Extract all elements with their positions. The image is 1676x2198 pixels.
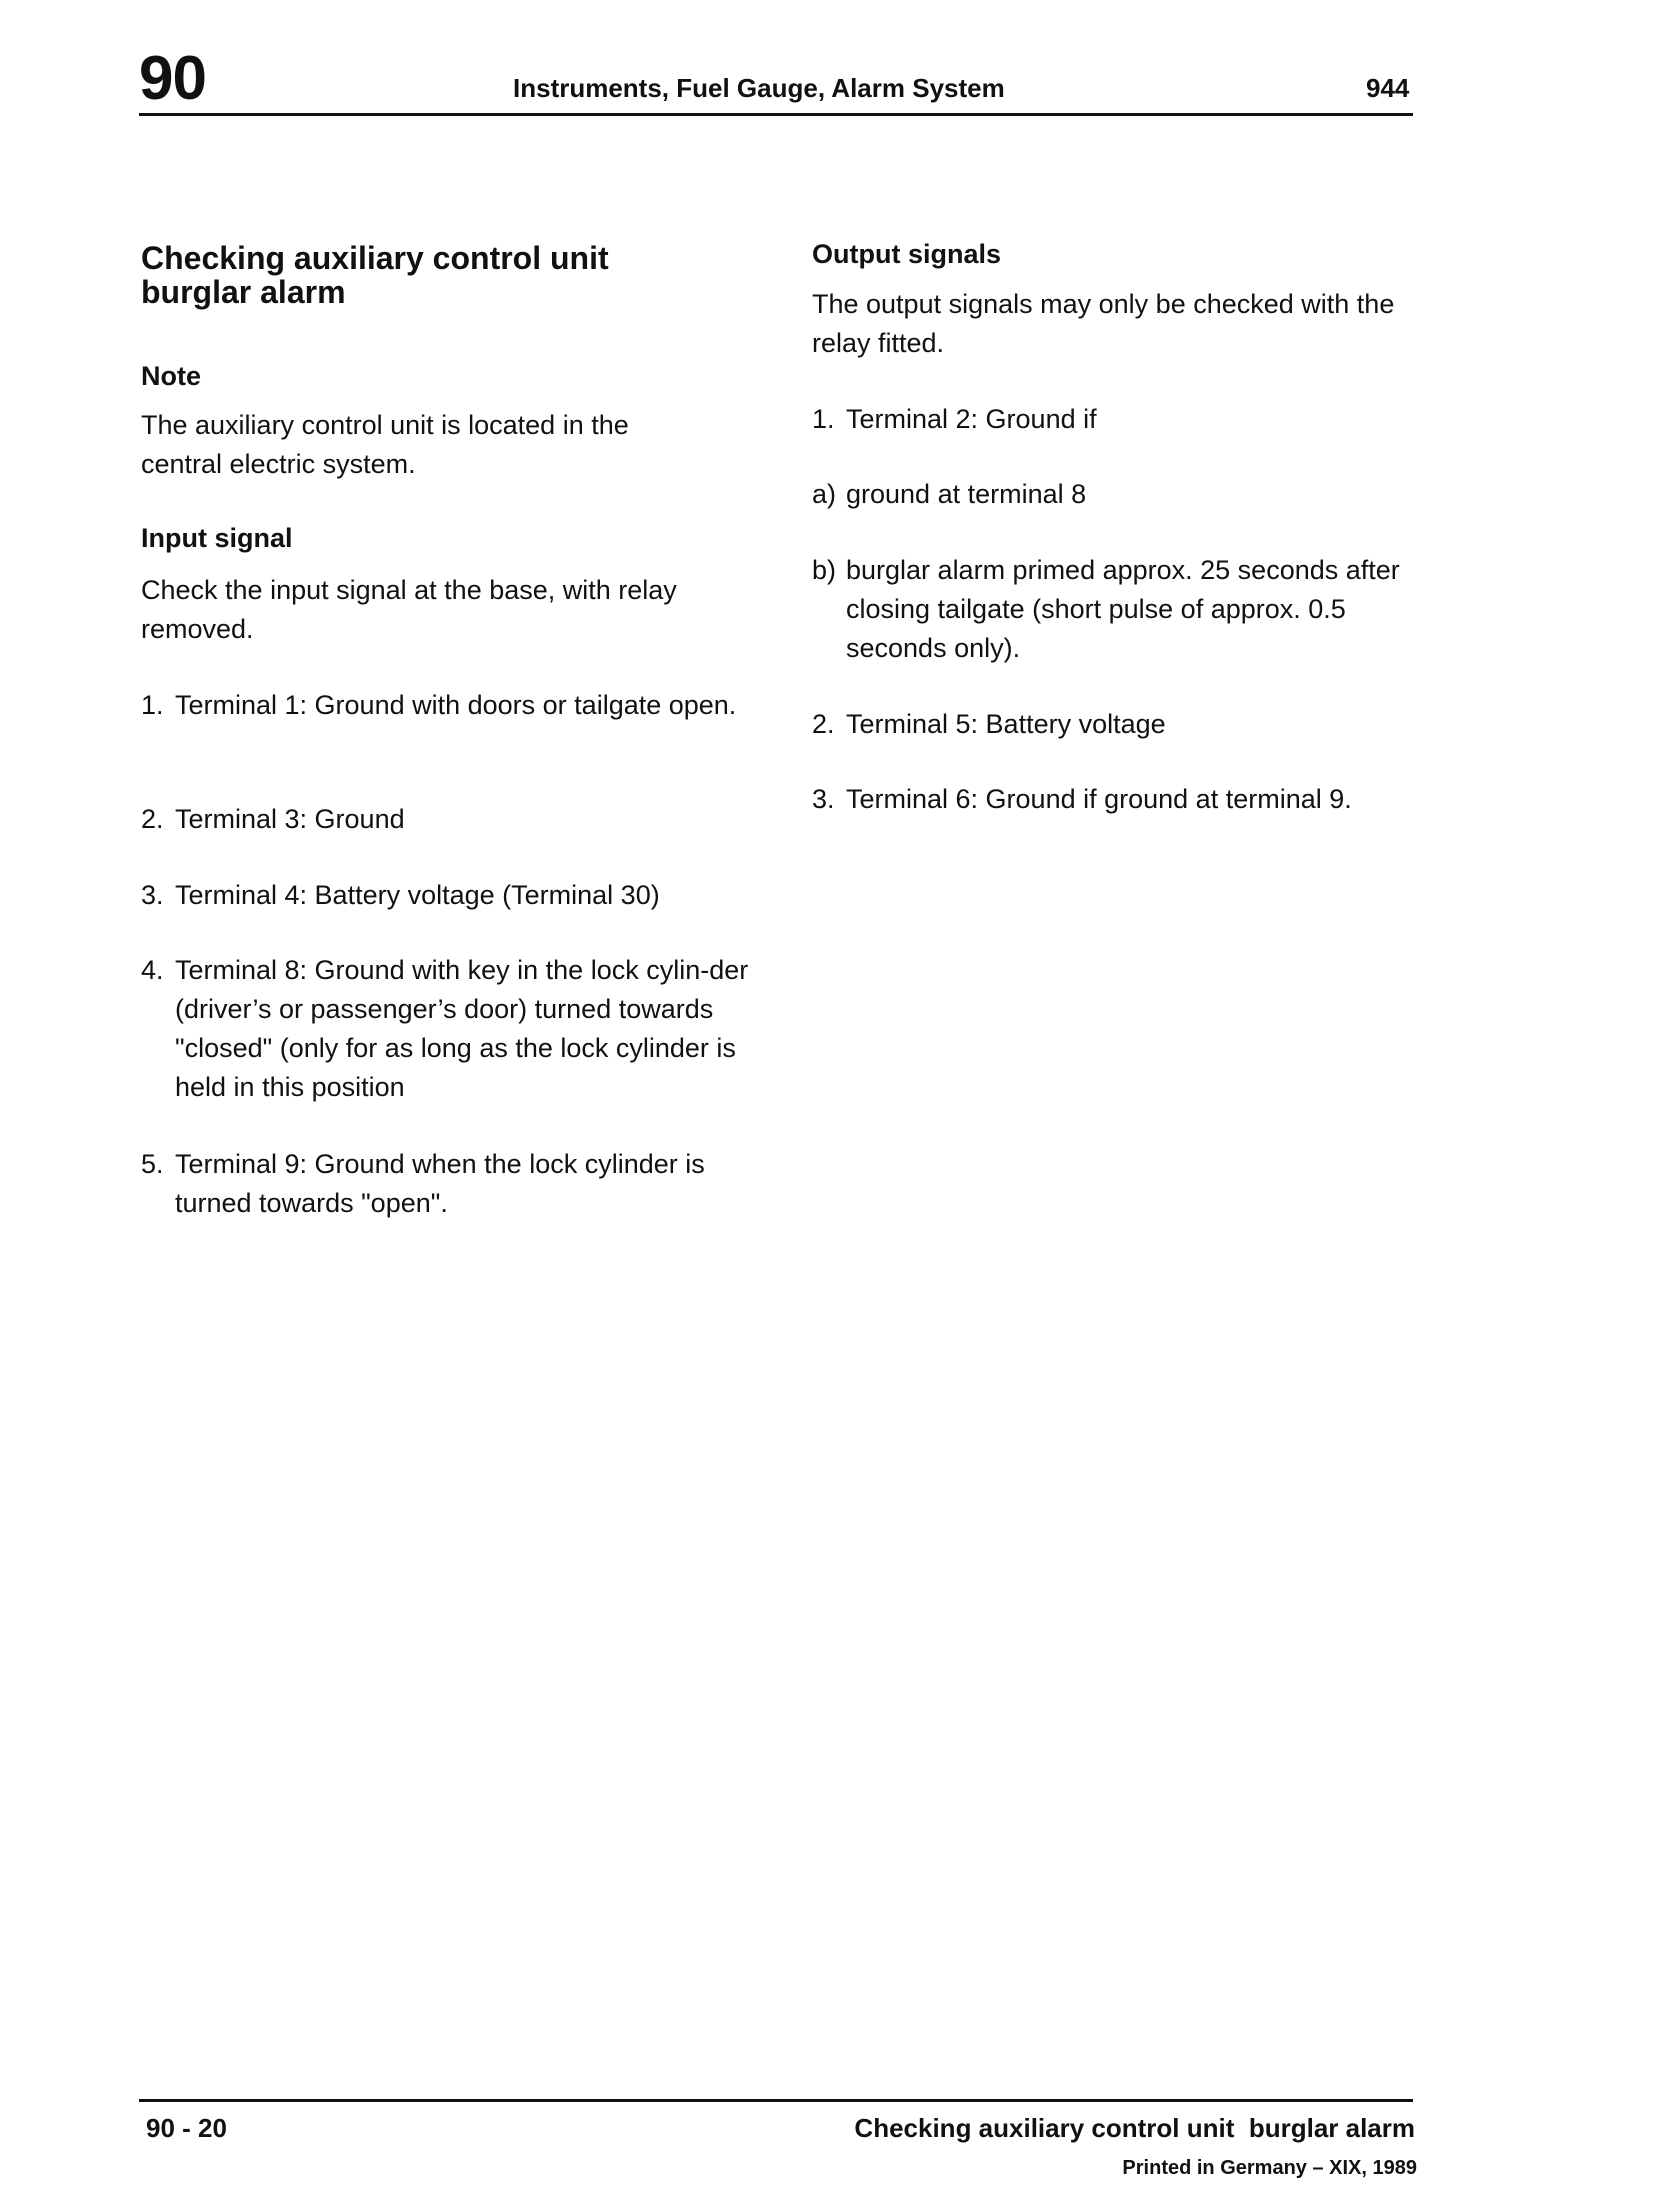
model-number: 944	[1366, 73, 1410, 103]
output-item	[812, 475, 1436, 514]
input-item	[141, 1145, 755, 1223]
item-text: Terminal 1: Ground with doors or tailgate open.	[175, 690, 737, 720]
input-text: Check the input signal at the base, with relay removed.	[141, 575, 677, 644]
output-text: The output signals may only be checked with the relay fitted.	[812, 289, 1395, 358]
input-item	[141, 686, 755, 725]
note-text: The auxiliary control unit is located in the central electric system.	[141, 410, 629, 479]
item-text: Terminal 8: Ground with key in the lock cylin-der (driver’s or passenger’s door) turned towards "closed" (only for as long as the lock cylinder is held in this position	[175, 955, 749, 1102]
item-text: burglar alarm primed approx. 25 seconds after closing tailgate (short pulse of approx. 0.5 seconds only).	[846, 555, 1400, 663]
item-number: 2.	[141, 804, 164, 834]
footer-section-title: Checking auxiliary control unit burglar alarm	[854, 2113, 1415, 2143]
header-title: Instruments, Fuel Gauge, Alarm System	[513, 73, 1005, 103]
item-number: 2.	[812, 709, 835, 739]
header-rule	[139, 113, 1413, 116]
item-number: 5.	[141, 1149, 164, 1179]
print-info: Printed in Germany – XIX, 1989	[1122, 2157, 1417, 2179]
footer-rule	[139, 2099, 1413, 2102]
item-number: 1.	[812, 404, 835, 434]
output-item	[812, 551, 1436, 668]
item-text: Terminal 5: Battery voltage	[846, 709, 1166, 739]
chapter-number: 90	[139, 44, 206, 113]
note-heading: Note	[141, 361, 201, 391]
item-number: 4.	[141, 955, 164, 985]
section-title-line2: burglar alarm	[141, 274, 346, 310]
input-item	[141, 951, 775, 1107]
input-item	[141, 800, 755, 839]
output-heading: Output signals	[812, 239, 1001, 269]
input-heading: Input signal	[141, 523, 293, 553]
item-text: Terminal 6: Ground if ground at terminal 9.	[846, 784, 1352, 814]
item-number: a)	[812, 479, 837, 509]
item-text: ground at terminal 8	[846, 479, 1087, 509]
output-item	[812, 780, 1446, 819]
item-text: Terminal 2: Ground if	[846, 404, 1097, 434]
output-item	[812, 705, 1436, 744]
item-number: 3.	[812, 784, 835, 814]
item-text: Terminal 9: Ground when the lock cylinder is turned towards "open".	[175, 1149, 705, 1218]
item-number: 1.	[141, 690, 164, 720]
output-item	[812, 400, 1436, 439]
input-item	[141, 876, 755, 915]
item-number: b)	[812, 555, 837, 585]
item-text: Terminal 4: Battery voltage (Terminal 30)	[175, 880, 660, 910]
section-title-line1: Checking auxiliary control unit	[141, 240, 609, 276]
item-text: Terminal 3: Ground	[175, 804, 405, 834]
item-number: 3.	[141, 880, 164, 910]
page-number: 90 - 20	[146, 2113, 227, 2143]
